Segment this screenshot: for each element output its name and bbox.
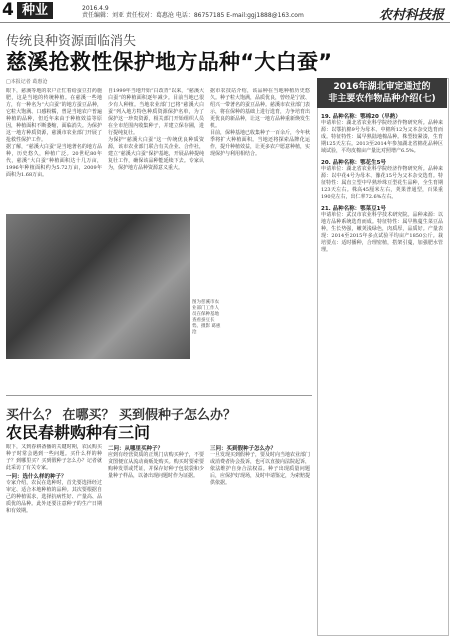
sidebar-header-line1: 2016年湖北审定通过的	[333, 82, 431, 92]
sidebar-entry3-title: 21. 品种名称：鄂菜豆1号	[321, 206, 386, 212]
sidebar-entry2-body: 申请单位：湖北省农业科学院经济作物研究所。品种来源：以中花4号为母本、豫花15号为父本杂交选育。特征特性：属直立型中早熟珍珠豆型花生品种，全生育期123天左右。株高45厘米左右，荚果普通型，百果重190克左右，出仁率72.6%左右。	[321, 166, 443, 200]
paper-name: 农村科技报	[378, 8, 444, 23]
article1-col3	[210, 88, 310, 356]
divider	[6, 395, 312, 396]
article1-col3-p2: 目前，保种基地已收集种子一百余斤，今年秋季将扩大种植面积。当地还将探索品牌化运作，提升种植效益，让更多农户愿意种植，实现保护与利用相结合。	[210, 130, 310, 157]
section-label: 种业	[17, 2, 53, 19]
sidebar-entry1-body: 申请单位：湖北省农业科学院经济作物研究所。品种来源：以鄂抗棉9号为母本、中棉所12为父本杂交选育而成。特征特性：属早熟陆地棉品种。株型较紧凑，生育期125天左右。2013至2014年参加湖北省棉花品种区域试验，平均皮棉亩产量比对照增产6.5%。	[321, 120, 443, 154]
sidebar-body	[321, 112, 443, 630]
article1-headline: 慈溪抢救性保护地方品种“大白蚕”	[6, 50, 333, 74]
article2-q3: 三问：买到假种子怎么办？	[210, 446, 277, 452]
page-number: 4	[2, 1, 18, 19]
sidebar-entry1-title: 19. 品种名称：鄂棉20（早熟）	[321, 114, 401, 120]
sidebar-header-line2: 非主要农作物品种介绍(七)	[328, 94, 436, 104]
article1-col3-p1: 据市农技站介绍，该品种在当地种植历史悠久。种子粒大饱满，品质优良，曾经是宁波、绍兴一带著名的蚕豆品种。慈溪市农业部门表示，将在保种的基础上进行选育，力争培育出更优良的新品种，让这一地方品种重新焕发生机。	[210, 88, 310, 129]
article2-col2	[108, 444, 204, 634]
article1-col2-p2: 为保护“慈溪大白蚕”这一传统优良种质资源，该市农业部门联合有关企业、合作社，建立“慈溪大白蚕”保护基地，开展品种提纯复壮工作，确保该品种能延续下去。专家认为，保护地方品种资源意义重大。	[108, 137, 204, 171]
article1-col1-p2: 据了解，“慈溪大白蚕”是当地著名的地方品种，历史悠久，种植广泛。20世纪80年代，慈溪“大白蚕”种植面积达十几万亩，1996年种植面积约为5.72万亩，2009年面积为1.68万亩。	[6, 144, 102, 178]
article2-q2: 二问：从哪里买种子？	[108, 446, 164, 452]
article2-col3	[210, 444, 310, 634]
article2-col3-p1: 一旦发现买到假种子，要及时向当地农业部门或消费者协会投诉，也可以直接向法院起诉，依法维护自身合法权益。种子出现质量问题后，应保护好现场，及时申请鉴定，为索赔提供依据。	[210, 452, 310, 486]
masthead-meta	[82, 5, 322, 19]
article1-col2-p1: 自1999年当地开始“白改青”以来，“慈溪大白蚕”的种植面积逐年减少。目前当地已很少有人种植。当地农业部门已将“慈溪大白蚕”列入地方特色种质资源保护名单，为了保护这一珍贵资源，相关部门开始组织人员在全市范围内收集种子，并建立保存圃，进行提纯复壮。	[108, 88, 204, 136]
article1-kicker: 传统良种资源面临消失	[6, 34, 137, 49]
article2-col2-p1: 应到有经营资质的正规门店购买种子，不要贪图便宜从流动商贩处购买。购买时要索要购种发票或凭证，并保存好种子包装袋和少量种子样品，以备出现问题时作为证据。	[108, 452, 204, 479]
article2-col1-p1: 眼下，又到春耕备播的关键时期，农民购买种子时常会遇到一些问题。买什么样的种子？到哪里买？买到假种子怎么办？记者就此采访了有关专家。	[6, 444, 102, 471]
sidebar-entry2-title: 20. 品种名称：鄂花生5号	[321, 160, 386, 166]
article1-byline: □本报记者 葛惠沧	[6, 79, 48, 85]
issue-date: 2016.4.9	[82, 5, 109, 12]
article1-col1-p1: 眼下，慈溪等地的农户正忙着给蚕豆打药施肥，这是当地的传统种植。在慈溪一些地方，有一种名为“大白蚕”的地方蚕豆品种，它粒大饱满、口感粉糯，曾是当地农户普遍种植的品种，但近年来由于种植效益等原因，种植面积不断萎缩，面临消失。为保护这一地方种质资源，慈溪市农业部门开展了抢救性保护工作。	[6, 88, 102, 143]
article1-col2	[108, 88, 204, 212]
article2-kicker: 买什么？ 在哪买？ 买到假种子怎么办？	[6, 408, 237, 423]
article2-col1	[6, 444, 102, 634]
photo-caption: 图为慈溪市农业部门工作人员在保种基地查看蚕豆长势。摄影 葛惠沧	[192, 300, 221, 335]
article1-col1	[6, 88, 102, 212]
editor-line: 责任编辑：刘亚 责任校对：葛惠沧 电话：86757185 E-mail:ggj1888@163.com	[82, 12, 304, 19]
sidebar-header	[317, 78, 447, 108]
sidebar-entry3-body: 申请单位：武汉市农业科学技术研究院。品种来源：以地方品种系统选育而成。特征特性：属早熟蔓生菜豆品种，生长势强，嫩荚浅绿色，肉质厚，品质好。产量表现：2014至2015年多点试验平均亩产1850公斤。栽培要点：适时播种，合理密植，搭架引蔓，加强肥水管理。	[321, 212, 443, 253]
article1-photo	[6, 214, 190, 359]
article2-q1: 一问：选什么样的种子？	[6, 474, 67, 480]
article2-col1-p2: 专家介绍，农民在选种时，首先要选择经过审定、适合本地种植的品种。其次要根据自己的种植需求，选择抗病性好、产量高、品质优的品种。此外还要注意种子的生产日期和有效期。	[6, 480, 102, 514]
article2-headline: 农民春耕购种有三问	[6, 423, 151, 442]
